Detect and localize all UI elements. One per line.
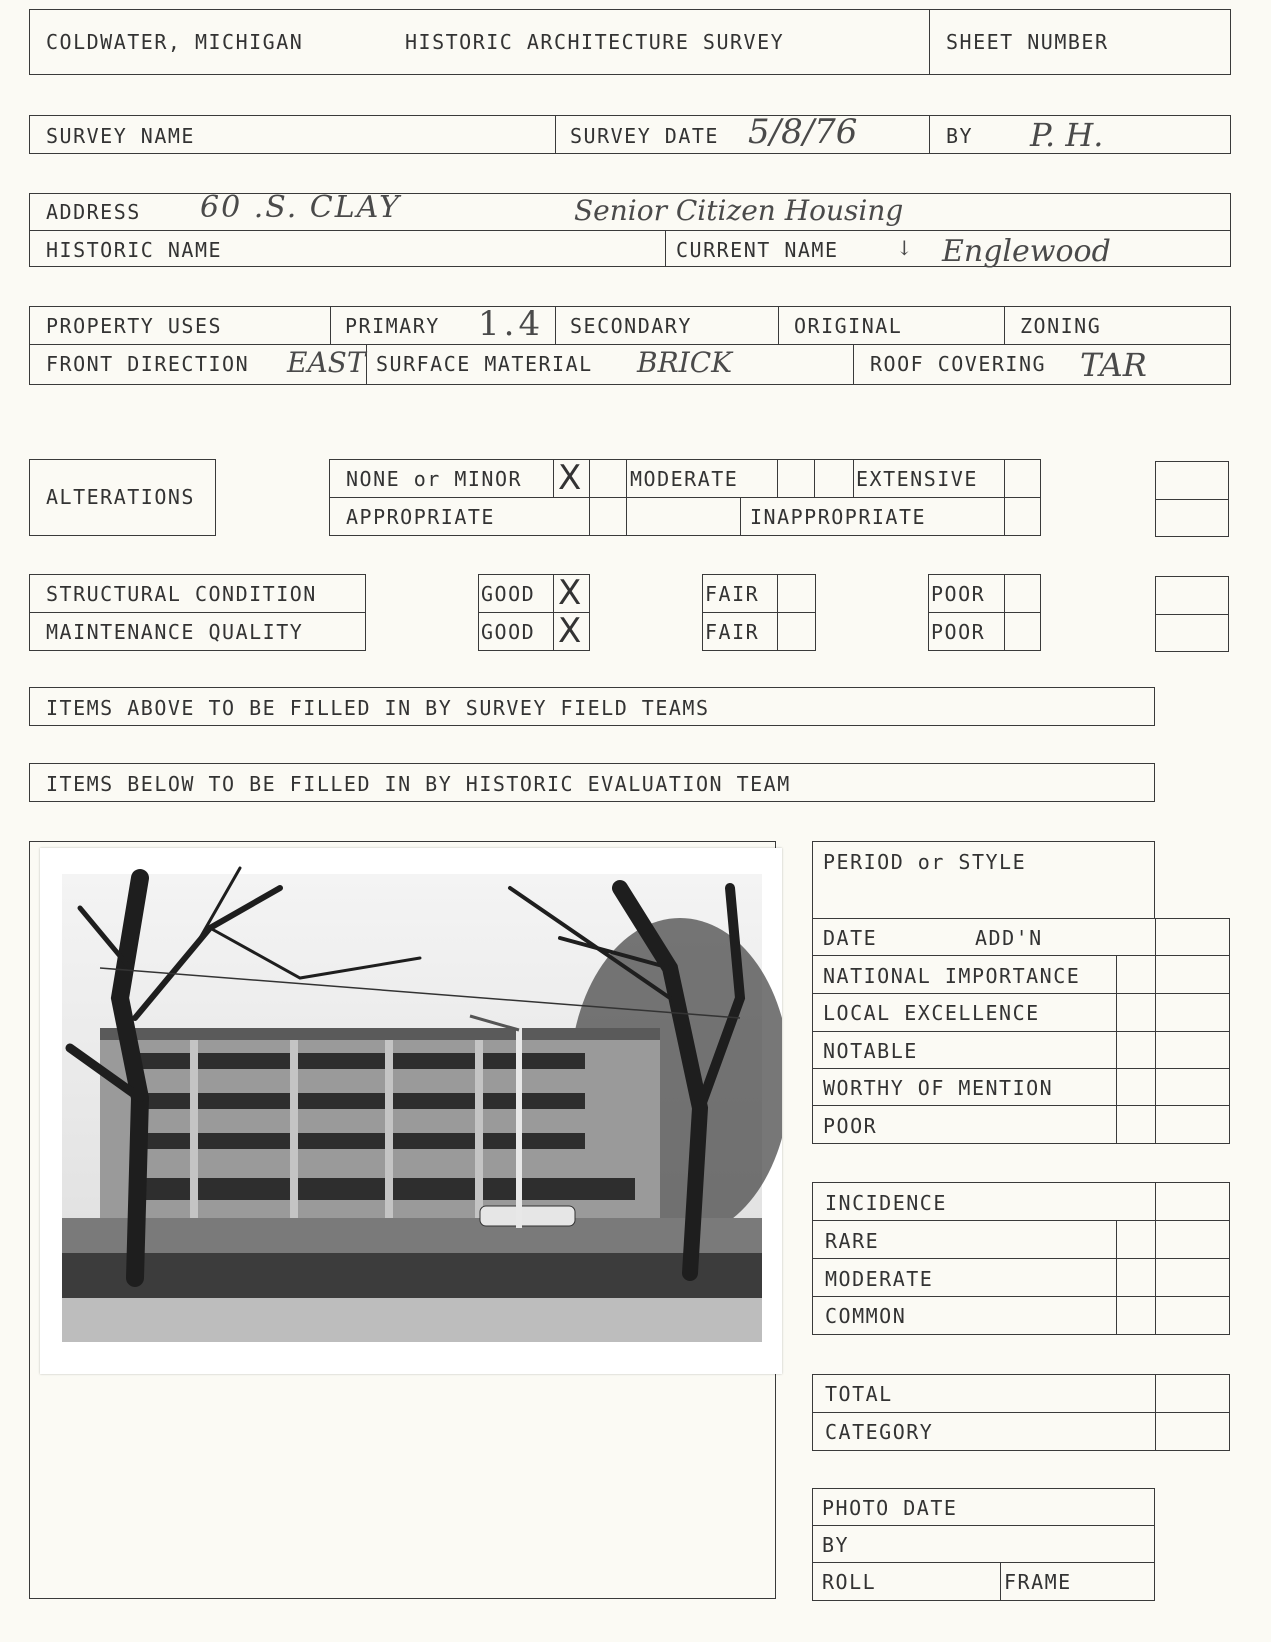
inc-col-div-2 <box>1155 1182 1156 1335</box>
eval-row-div-2 <box>812 993 1230 994</box>
property-divider-h <box>29 344 1231 345</box>
photo-by-label: BY <box>822 1533 850 1557</box>
survey-divider-1 <box>555 115 556 154</box>
note-above-text: ITEMS ABOVE TO BE FILLED IN BY SURVEY FIELD TEAMS <box>46 696 710 720</box>
maintenance-fair-label: FAIR <box>705 620 760 644</box>
address-label: ADDRESS <box>46 200 141 224</box>
front-direction-label: FRONT DIRECTION <box>46 352 250 376</box>
historic-name-label: HISTORIC NAME <box>46 238 223 262</box>
alterations-side-divider <box>1155 499 1229 500</box>
address-divider-h <box>29 230 1231 231</box>
total-divider-h <box>812 1412 1230 1413</box>
fair-divider-h <box>702 612 816 613</box>
eval-date-label: DATE <box>823 926 878 950</box>
property-div-3 <box>778 306 779 344</box>
category-label: CATEGORY <box>825 1420 934 1444</box>
survey-by-value: P. H. <box>1030 116 1104 154</box>
photo-frame-label: FRAME <box>1004 1570 1072 1594</box>
alt-div-h <box>1004 459 1005 536</box>
roof-covering-value: TAR <box>1080 346 1147 384</box>
photo-road <box>62 1298 762 1342</box>
eval-row-div-3 <box>812 1031 1230 1032</box>
address-divider-v <box>665 230 666 267</box>
incidence-moderate: MODERATE <box>825 1267 934 1291</box>
maintenance-good-mark: X <box>558 611 582 651</box>
structural-good-mark: X <box>558 573 582 613</box>
photo-lamp-post <box>516 1028 522 1228</box>
survey-by-label: BY <box>946 124 974 148</box>
sheet-number-label: SHEET NUMBER <box>946 30 1109 54</box>
rating-poor: POOR <box>823 1114 878 1138</box>
photo-car <box>480 1206 575 1226</box>
fair-divider-v <box>777 574 778 651</box>
alt-div-c <box>626 459 627 536</box>
alt-none-label: NONE or MINOR <box>346 467 523 491</box>
structural-fair-label: FAIR <box>705 582 760 606</box>
alt-div-a <box>553 459 554 497</box>
poor-divider-v <box>1004 574 1005 651</box>
alt-none-mark: X <box>558 458 582 498</box>
survey-divider-2 <box>929 115 930 154</box>
building-photo <box>40 848 782 1374</box>
property-div-5 <box>366 344 367 385</box>
front-direction-value: EAST <box>287 346 366 379</box>
photo-info-div-v <box>1000 1562 1001 1601</box>
eval-row-div-5 <box>812 1105 1230 1106</box>
incidence-rare: RARE <box>825 1229 880 1253</box>
period-label: PERIOD or STYLE <box>823 850 1027 874</box>
rating-worthy-of-mention: WORTHY OF MENTION <box>823 1076 1054 1100</box>
maintenance-good-label: GOOD <box>481 620 536 644</box>
roof-covering-label: ROOF COVERING <box>870 352 1047 376</box>
note-below-text: ITEMS BELOW TO BE FILLED IN BY HISTORIC EVALUATION TEAM <box>46 772 791 796</box>
photo-roll-label: ROLL <box>822 1570 877 1594</box>
property-div-4 <box>1004 306 1005 344</box>
header-divider <box>929 9 930 75</box>
photo-building-roofline <box>100 1028 660 1040</box>
property-uses-label: PROPERTY USES <box>46 314 223 338</box>
header-survey-title: HISTORIC ARCHITECTURE SURVEY <box>405 30 785 54</box>
alt-extensive-label: EXTENSIVE <box>856 467 978 491</box>
eval-row-div-1 <box>812 955 1230 956</box>
alterations-divider-h <box>329 497 1041 498</box>
good-divider-v <box>553 574 554 651</box>
original-label: ORIGINAL <box>794 314 903 338</box>
address-note: Senior Citizen Housing <box>574 194 904 227</box>
inc-col-div-1 <box>1116 1220 1117 1335</box>
secondary-label: SECONDARY <box>570 314 692 338</box>
alt-inappropriate-label: INAPPROPRIATE <box>750 505 927 529</box>
alterations-label: ALTERATIONS <box>46 485 195 509</box>
condition-side-divider <box>1155 614 1229 615</box>
inc-row-div-1 <box>812 1220 1230 1221</box>
photo-lawn <box>62 1253 762 1298</box>
surface-material-value: BRICK <box>637 346 733 379</box>
total-divider-v <box>1155 1374 1156 1451</box>
maintenance-quality-label: MAINTENANCE QUALITY <box>46 620 304 644</box>
primary-value: 1.4 <box>478 304 545 344</box>
header-city: COLDWATER, MICHIGAN <box>46 30 304 54</box>
incidence-common: COMMON <box>825 1304 907 1328</box>
survey-date-value: 5/8/76 <box>748 112 858 152</box>
rating-notable: NOTABLE <box>823 1039 918 1063</box>
maintenance-poor-label: POOR <box>931 620 986 644</box>
incidence-label: INCIDENCE <box>825 1191 947 1215</box>
property-div-6 <box>853 344 854 385</box>
current-name-value: Englewood <box>942 234 1111 269</box>
alt-div-b <box>589 459 590 536</box>
current-name-arrow: ↓ <box>896 236 913 260</box>
surface-material-label: SURFACE MATERIAL <box>376 352 593 376</box>
alt-div-d <box>777 459 778 497</box>
address-value: 60 .S. CLAY <box>200 190 401 225</box>
eval-row-div-4 <box>812 1068 1230 1069</box>
alt-div-e <box>814 459 815 497</box>
current-name-label: CURRENT NAME <box>676 238 839 262</box>
alt-div-f <box>853 459 854 497</box>
survey-name-label: SURVEY NAME <box>46 124 195 148</box>
inc-row-div-3 <box>812 1296 1230 1297</box>
inc-row-div-2 <box>812 1258 1230 1259</box>
building-photo-svg <box>40 848 782 1374</box>
condition-label-divider <box>29 612 366 613</box>
photo-info-div-2 <box>812 1562 1155 1563</box>
primary-label: PRIMARY <box>345 314 440 338</box>
photo-info-div-1 <box>812 1525 1155 1526</box>
poor-divider-h <box>928 612 1041 613</box>
alt-appropriate-label: APPROPRIATE <box>346 505 495 529</box>
structural-poor-label: POOR <box>931 582 986 606</box>
zoning-label: ZONING <box>1020 314 1102 338</box>
rating-local-excellence: LOCAL EXCELLENCE <box>823 1001 1040 1025</box>
rating-national-importance: NATIONAL IMPORTANCE <box>823 964 1081 988</box>
survey-date-label: SURVEY DATE <box>570 124 719 148</box>
structural-good-label: GOOD <box>481 582 536 606</box>
property-div-2 <box>555 306 556 344</box>
alt-moderate-label: MODERATE <box>630 467 739 491</box>
eval-col-div-1 <box>1116 955 1117 1144</box>
alt-div-g <box>740 497 741 536</box>
eval-col-div-2 <box>1155 918 1156 1144</box>
eval-date-value: ADD'N <box>975 926 1043 950</box>
total-label: TOTAL <box>825 1382 893 1406</box>
property-div-1 <box>330 306 331 344</box>
structural-condition-label: STRUCTURAL CONDITION <box>46 582 317 606</box>
photo-date-label: PHOTO DATE <box>822 1496 958 1520</box>
